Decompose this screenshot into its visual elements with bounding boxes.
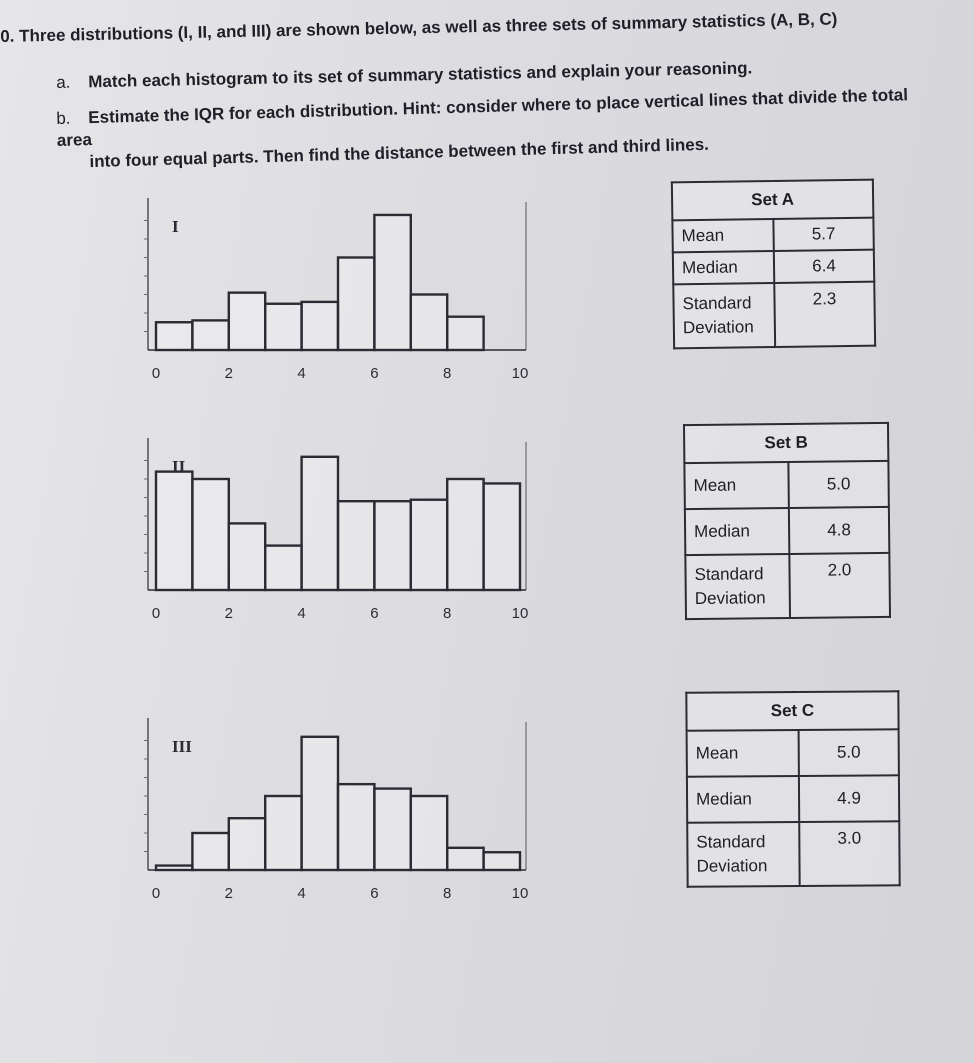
histogram-bar (338, 258, 374, 351)
stats-title: Set B (684, 423, 888, 463)
sd-label-line1: Standard (694, 564, 764, 584)
stats-table-c (685, 690, 900, 887)
histogram-bar (265, 304, 301, 350)
median-value: 4.9 (799, 775, 899, 822)
sd-label-line2: Deviation (696, 856, 768, 876)
x-tick-label: 10 (511, 885, 529, 902)
histogram-bar (338, 501, 374, 590)
median-label: Median (673, 251, 774, 284)
part-a-text: Match each histogram to its set of summary statistics and explain your reasoning. (88, 58, 753, 92)
histogram-bar (192, 833, 228, 870)
sd-label-line2: Deviation (682, 317, 754, 338)
question-body: Three distributions (I, II, and III) are shown below, as well as three sets of summary statistics (A, B, C) (18, 9, 838, 46)
histogram-bar (156, 472, 192, 590)
sd-label-line1: Standard (682, 293, 752, 314)
histogram-label: II (172, 457, 186, 476)
part-b-label: b. (56, 108, 71, 128)
median-label: Median (685, 508, 789, 555)
histogram-bar (192, 479, 228, 590)
histogram-bar (447, 479, 483, 590)
sd-value: 3.0 (799, 821, 899, 886)
part-b-line1: Estimate the IQR for each distribution. Hint: consider where to place vertical lines that divide the total area (56, 85, 909, 150)
mean-value: 5.0 (788, 461, 888, 508)
x-tick-label: 4 (297, 885, 306, 902)
sd-label (685, 554, 790, 619)
median-value: 4.8 (789, 507, 889, 554)
question-text (0, 8, 838, 48)
histogram-bar (265, 546, 301, 590)
mean-label: Mean (672, 219, 773, 252)
histogram-bar (374, 789, 410, 870)
mean-label: Mean (684, 462, 788, 509)
part-a (56, 57, 752, 94)
part-a-label: a. (56, 72, 71, 92)
stats-table-a (671, 179, 876, 350)
x-tick-label: 10 (511, 365, 529, 382)
x-tick-label: 0 (151, 605, 161, 622)
histogram-bar (229, 293, 265, 350)
sd-label-line2: Deviation (694, 588, 766, 608)
histogram-bar (374, 215, 410, 350)
mean-value: 5.0 (799, 729, 899, 776)
histogram-bar (411, 796, 447, 870)
x-tick-label: 8 (443, 605, 452, 622)
x-tick-label: 2 (224, 365, 233, 382)
histogram-2 (130, 430, 550, 660)
sd-value: 2.3 (774, 282, 875, 347)
x-tick-label: 6 (370, 605, 379, 622)
sd-label (673, 283, 775, 348)
x-tick-label: 2 (224, 885, 233, 902)
x-tick-label: 4 (297, 605, 306, 622)
stats-title: Set A (672, 180, 874, 221)
histogram-bar (411, 500, 447, 590)
histogram-label: III (172, 737, 192, 756)
histogram-bar (338, 784, 374, 870)
histogram-bar (229, 523, 265, 590)
histogram-bar (447, 848, 483, 870)
sd-label-line1: Standard (696, 832, 766, 852)
histogram-bar (156, 866, 192, 870)
histogram-1 (130, 190, 550, 420)
x-tick-label: 10 (511, 605, 529, 622)
part-b-line2: into four equal parts. Then find the distance between the first and third lines. (89, 134, 710, 172)
histogram-bar (374, 501, 410, 590)
histogram-3 (130, 710, 550, 940)
x-tick-label: 8 (443, 365, 452, 382)
median-label: Median (687, 776, 799, 823)
histogram-bar (447, 317, 483, 350)
histogram-bar (302, 302, 338, 350)
histogram-bar (156, 322, 192, 350)
x-tick-label: 8 (443, 885, 452, 902)
histogram-label: I (172, 217, 179, 236)
histogram-bar (229, 818, 265, 870)
mean-value: 5.7 (773, 218, 873, 251)
part-b (56, 83, 947, 174)
histogram-bar (484, 852, 520, 870)
histogram-bar (265, 796, 301, 870)
x-tick-label: 6 (370, 885, 379, 902)
x-tick-label: 2 (224, 605, 233, 622)
histogram-bar (192, 320, 228, 350)
histogram-bar (411, 295, 447, 351)
stats-table-b (683, 422, 891, 620)
histogram-bar (302, 457, 338, 590)
question-number: 0. (0, 26, 15, 46)
sd-value: 2.0 (789, 553, 890, 618)
x-tick-label: 0 (151, 365, 161, 382)
stats-title: Set C (686, 691, 898, 730)
mean-label: Mean (687, 730, 799, 777)
x-tick-label: 6 (370, 365, 379, 382)
histogram-bar (302, 737, 338, 870)
histogram-bar (484, 483, 520, 590)
sd-label (687, 822, 799, 887)
median-value: 6.4 (774, 250, 874, 283)
x-tick-label: 0 (151, 885, 161, 902)
x-tick-label: 4 (297, 365, 306, 382)
